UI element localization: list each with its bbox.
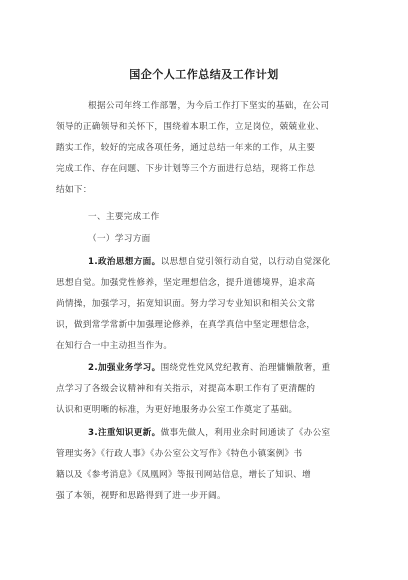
- item-3-line: 管理实务》《行政人事》《办公室公文写作》《特色小镇案例》书: [56, 449, 303, 459]
- item-3-heading: 3.注重知识更新。: [88, 428, 161, 438]
- item-3-line: 强了本领，视野和思路得到了进一步开阔。: [56, 491, 226, 501]
- item-3-first-line-text: 做事先做人，利用业余时间通读了《办公室: [160, 428, 331, 438]
- section-heading: 一、主要完成工作: [88, 212, 160, 222]
- subsection-heading: （一）学习方面: [88, 234, 151, 244]
- item-2-line: 认识和更明晰的标准，为更好地服务办公室工作奠定了基础。: [56, 405, 298, 415]
- item-1-line: 思想自觉。加强党性修养，坚定理想信念，提升道德境界，追求高: [56, 278, 316, 288]
- item-1-heading: 1.政治思想方面。: [88, 257, 161, 267]
- intro-line-5: 结如下：: [56, 185, 92, 195]
- item-2-first-line: [88, 362, 331, 374]
- item-2-line: 点学习了各级会议精神和有关指示，对提高本职工作有了更清醒的: [56, 384, 316, 394]
- item-1-line: 在知行合一中主动担当作为。: [56, 341, 173, 351]
- item-2-heading: 2.加强业务学习。: [88, 363, 161, 373]
- item-2-first-line-text: 围绕党性党风党纪教育、治理慵懒散奢，重: [160, 363, 331, 373]
- item-1-first-line: [88, 256, 331, 268]
- intro-line-4: 完成工作、存在问题、下步计划等三个方面进行总结，现将工作总: [56, 164, 316, 174]
- item-1-line: 尚情操，加强学习，拓宽知识面。努力学习专业知识和相关公文常: [56, 299, 316, 309]
- document-title: 国企个人工作总结及工作计划: [129, 68, 279, 81]
- intro-line-3: 踏实工作，较好的完成各项任务，通过总结一年来的工作，从主要: [56, 143, 316, 153]
- item-1-first-line-text: 以思想自觉引领行动自觉，以行动自觉深化: [160, 257, 331, 267]
- item-3-first-line: [88, 427, 331, 439]
- item-1-line: 识，做到常学常新中加强理论修养，在真学真信中坚定理想信念，: [56, 320, 316, 330]
- intro-line-1: 根据公司年终工作部署，为今后工作打下坚实的基础，在公司: [88, 101, 330, 111]
- item-3-line: 籍以及《参考消息》《凤凰网》等报刊网站信息，增长了知识、增: [56, 470, 312, 480]
- intro-line-2: 领导的正确领导和关怀下，围绕着本职工作，立足岗位，兢兢业业、: [56, 122, 325, 132]
